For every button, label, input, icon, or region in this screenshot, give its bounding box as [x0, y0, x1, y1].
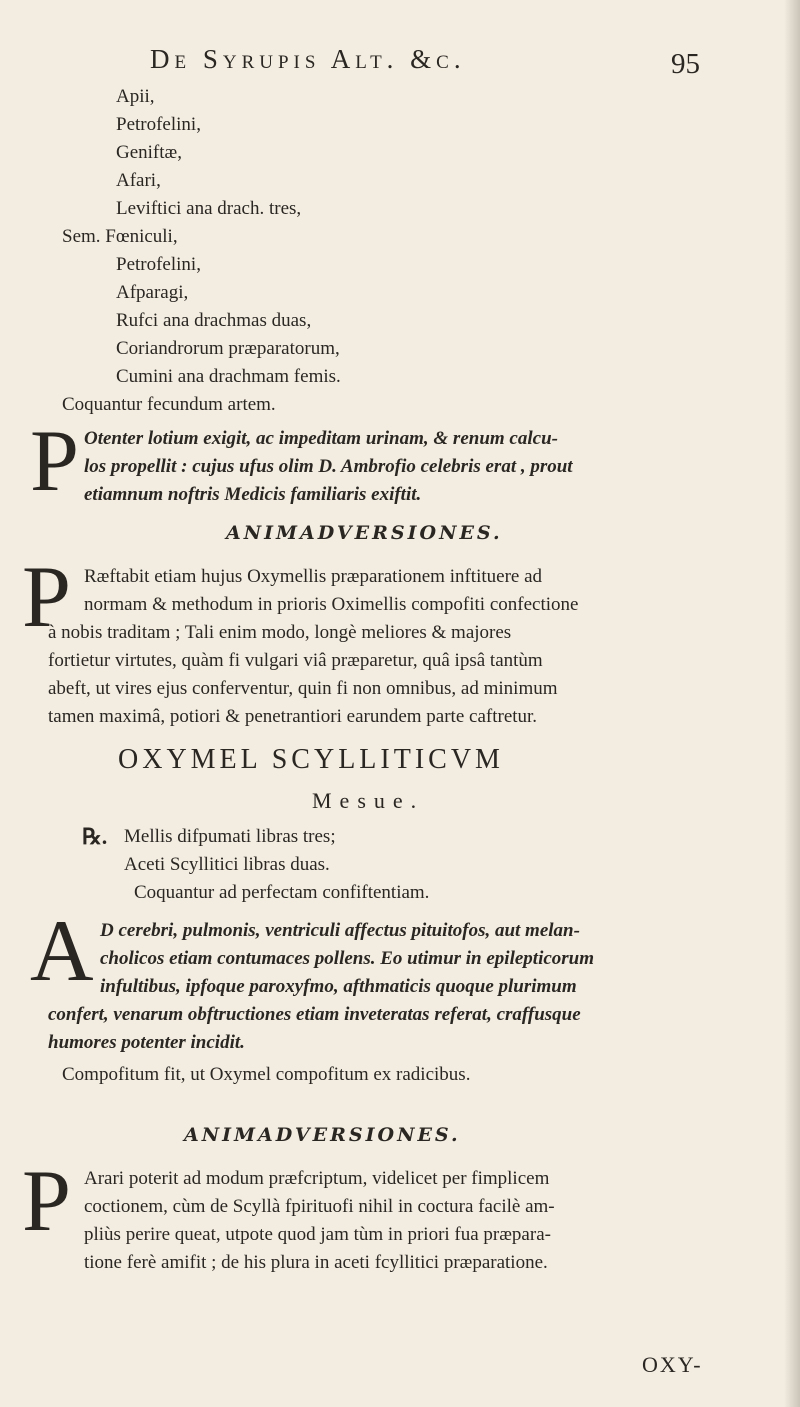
- paragraph-line: abeft, ut vires ejus conferventur, quin fi non omnibus, ad minimum: [48, 678, 558, 699]
- recipe-symbol: ℞.: [82, 824, 108, 849]
- drop-cap: P: [22, 1153, 71, 1250]
- list-item: Apii,: [116, 86, 155, 107]
- page-edge-shadow: [784, 0, 800, 1407]
- page-number: 95: [671, 48, 700, 80]
- list-item: Sem. Fœniculi,: [62, 226, 178, 247]
- paragraph-line: Mellis difpumati libras tres;: [124, 826, 336, 847]
- paragraph-line: Arari poterit ad modum præfcriptum, videlicet per fimplicem: [84, 1168, 550, 1189]
- list-item: Coriandrorum præparatorum,: [116, 338, 340, 359]
- paragraph-line: infultibus, ipfoque paroxyfmo, afthmaticis quoque plurimum: [100, 976, 577, 997]
- page-header: [150, 44, 700, 84]
- list-item: Afari,: [116, 170, 161, 191]
- paragraph-line: normam & methodum in prioris Oximellis compofiti confectione: [84, 594, 579, 615]
- list-item: Afparagi,: [116, 282, 189, 303]
- list-item: Rufci ana drachmas duas,: [116, 310, 312, 331]
- list-item: Petrofelini,: [116, 254, 201, 275]
- drop-cap: A: [30, 903, 94, 1000]
- recipe-author: Mesue.: [312, 788, 425, 813]
- list-item: Geniftæ,: [116, 142, 182, 163]
- list-item: Cumini ana drachmam femis.: [116, 366, 341, 387]
- paragraph-line: à nobis traditam ; Tali enim modo, longè meliores & majores: [48, 622, 512, 643]
- paragraph-line: fortietur virtutes, quàm fi vulgari viâ præparetur, quâ ipsâ tantùm: [48, 650, 543, 671]
- list-item: Leviftici ana drach. tres,: [116, 198, 302, 219]
- paragraph-line: etiamnum noftris Medicis familiaris exiftit.: [84, 484, 422, 505]
- paragraph-line: Otenter lotium exigit, ac impeditam urinam, & renum calcu-: [84, 428, 558, 449]
- paragraph-line: Coquantur ad perfectam confiftentiam.: [134, 882, 430, 903]
- paragraph-line: Aceti Scyllitici libras duas.: [124, 854, 330, 875]
- paragraph-line: coctionem, cùm de Scyllà fpirituofi nihil in coctura facilè am-: [84, 1196, 555, 1217]
- recipe-title: OXYMEL SCYLLITICVM: [118, 744, 504, 775]
- drop-cap: P: [22, 549, 71, 646]
- paragraph-line: confert, venarum obftructiones etiam inveteratas referat, craffusque: [48, 1004, 581, 1025]
- paragraph-line: Ræftabit etiam hujus Oxymellis præparationem inftituere ad: [84, 566, 543, 587]
- list-item: Coquantur fecundum artem.: [62, 394, 276, 415]
- paragraph-line: pliùs perire queat, utpote quod jam tùm in priori fua præpara-: [84, 1224, 551, 1245]
- paragraph-line: tamen maximâ, potiori & penetrantiori earundem parte caftretur.: [48, 706, 538, 727]
- paragraph-line: humores potenter incidit.: [48, 1032, 245, 1053]
- paragraph-line: D cerebri, pulmonis, ventriculi affectus pituitofos, aut melan-: [100, 920, 580, 941]
- running-title: De Syrupis Alt. &c.: [150, 44, 466, 74]
- list-item: Petrofelini,: [116, 114, 201, 135]
- section-heading: ANIMADVERSIONES.: [226, 522, 503, 544]
- drop-cap: P: [30, 413, 79, 510]
- section-heading: ANIMADVERSIONES.: [184, 1124, 461, 1146]
- paragraph-line: cholicos etiam contumaces pollens. Eo utimur in epilepticorum: [100, 948, 595, 969]
- paragraph-line: los propellit : cujus ufus olim D. Ambrofio celebris erat , prout: [84, 456, 573, 477]
- catchword: OXY-: [642, 1352, 703, 1377]
- paragraph-line: Compofitum fit, ut Oxymel compofitum ex radicibus.: [62, 1064, 471, 1085]
- paragraph-line: tione ferè amifit ; de his plura in aceti fcyllitici præparatione.: [84, 1252, 548, 1273]
